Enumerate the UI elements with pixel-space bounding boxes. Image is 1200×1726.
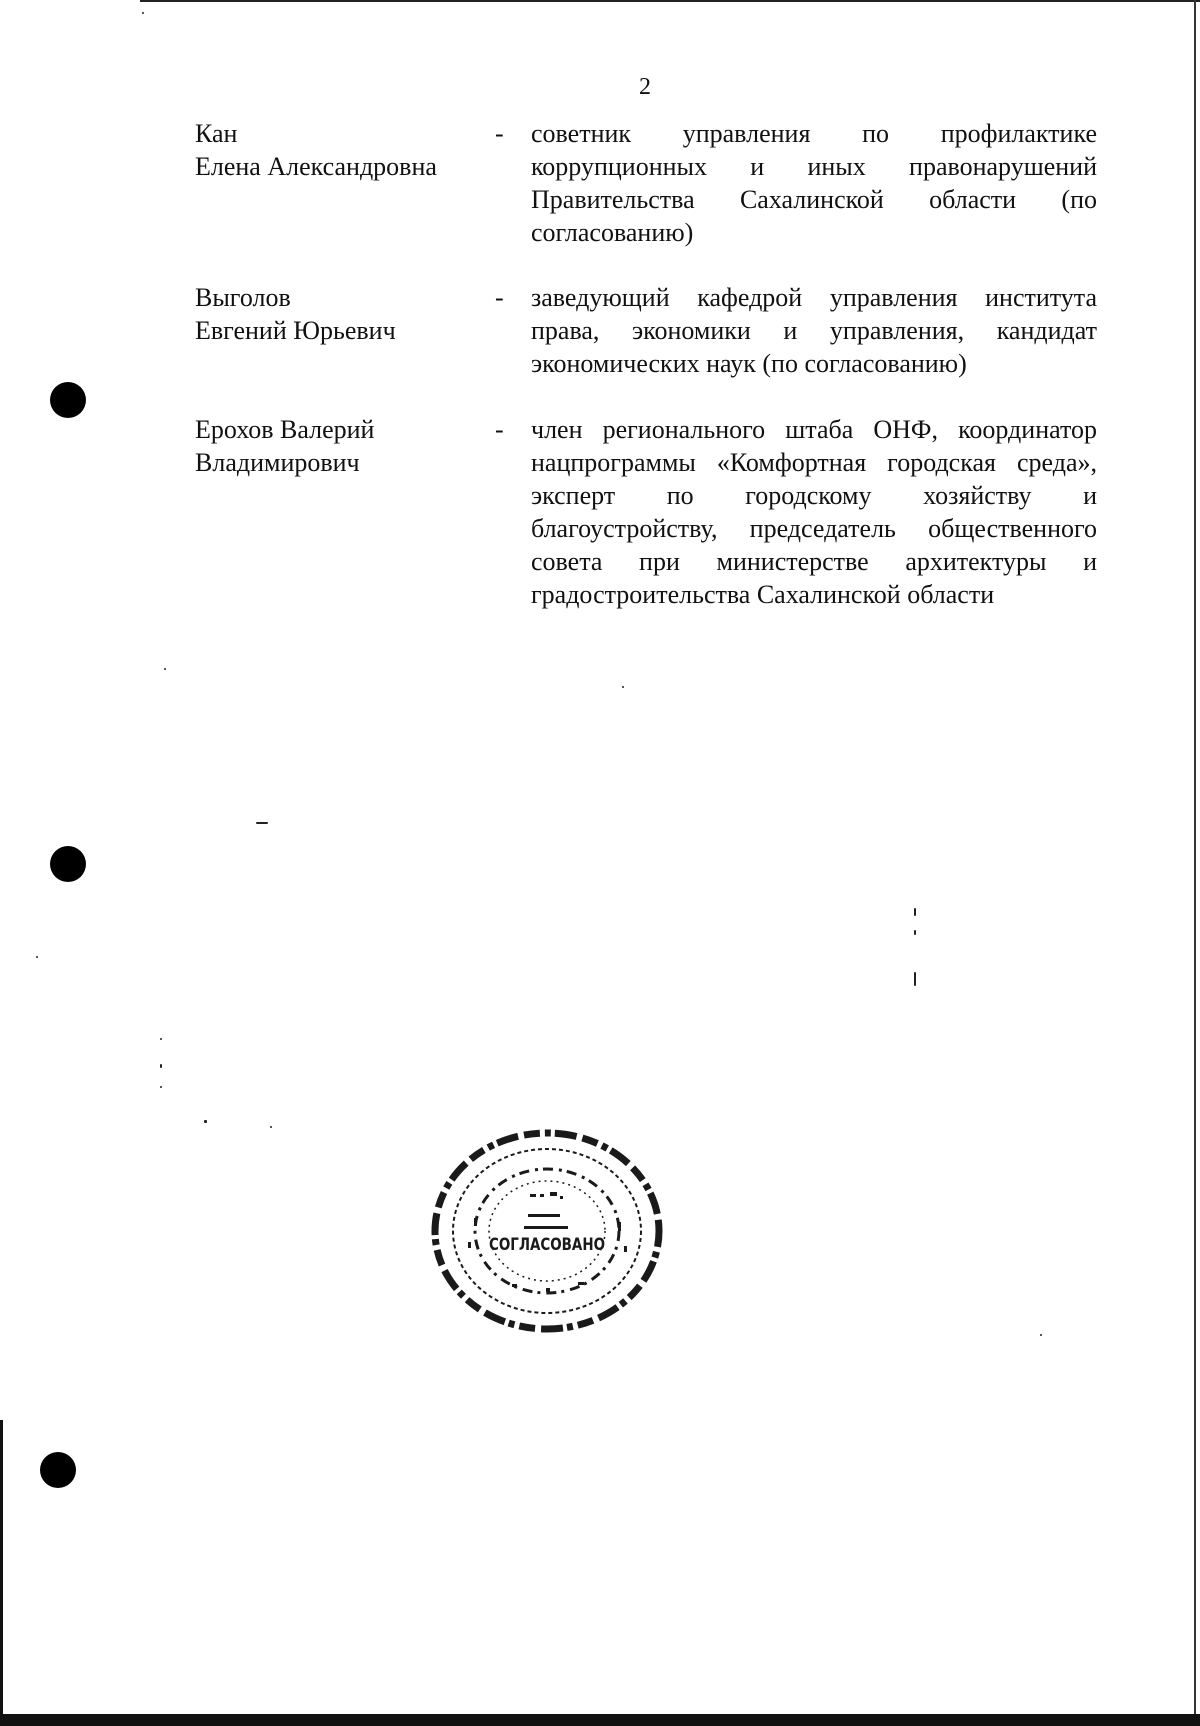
scan-speck	[160, 1086, 162, 1088]
scan-speck	[270, 1126, 272, 1128]
scan-edge-left	[0, 1420, 3, 1720]
scan-speck	[256, 822, 268, 824]
punch-hole-icon	[50, 382, 86, 418]
member-separator: -	[495, 283, 504, 312]
punch-hole-icon	[50, 846, 86, 882]
member-surname: Ерохов Валерий	[195, 415, 375, 444]
scan-edge-top	[140, 0, 1200, 2]
scan-speck	[160, 1064, 162, 1068]
scan-speck	[142, 12, 144, 14]
member-name	[195, 117, 485, 183]
round-seal-icon	[428, 1126, 666, 1336]
scan-speck	[914, 972, 916, 986]
member-name	[195, 413, 485, 479]
member-separator: -	[495, 119, 504, 148]
member-name	[195, 281, 485, 347]
member-position: член регионального штаба ОНФ, координатор нацпрограммы «Комфортная городская среда», эксперт по городскому хозяйству и благоустройству, председатель общественного совета при министерстве архитектуры и градостроительства Сахалинской области	[531, 415, 1097, 609]
scan-edge-right	[1194, 0, 1196, 1726]
page-number: 2	[639, 74, 651, 100]
member-surname: Кан	[195, 119, 238, 148]
scan-speck	[1040, 1334, 1042, 1336]
scan-speck	[36, 956, 38, 958]
member-separator: -	[495, 415, 504, 444]
member-surname: Выголов	[195, 283, 291, 312]
member-position: советник управления по профилактике коррупционных и иных правонарушений Правительства Сахалинской области (по согласованию)	[531, 119, 1097, 247]
member-position: заведующий кафедрой управления института права, экономики и управления, кандидат экономических наук (по согласованию)	[531, 283, 1097, 378]
scan-speck	[204, 1120, 207, 1123]
scan-speck	[914, 930, 916, 935]
seal-text: СОГЛАСОВАНО	[489, 1235, 605, 1255]
member-given-names: Елена Александровна	[195, 152, 437, 181]
punch-hole-icon	[40, 1452, 76, 1488]
member-given-names: Владимирович	[195, 448, 360, 477]
member-given-names: Евгений Юрьевич	[195, 316, 396, 345]
scan-speck	[622, 686, 624, 688]
scan-speck	[914, 908, 916, 916]
scan-edge-bottom	[0, 1714, 1200, 1726]
scan-speck	[160, 1038, 162, 1040]
scan-speck	[164, 668, 166, 670]
